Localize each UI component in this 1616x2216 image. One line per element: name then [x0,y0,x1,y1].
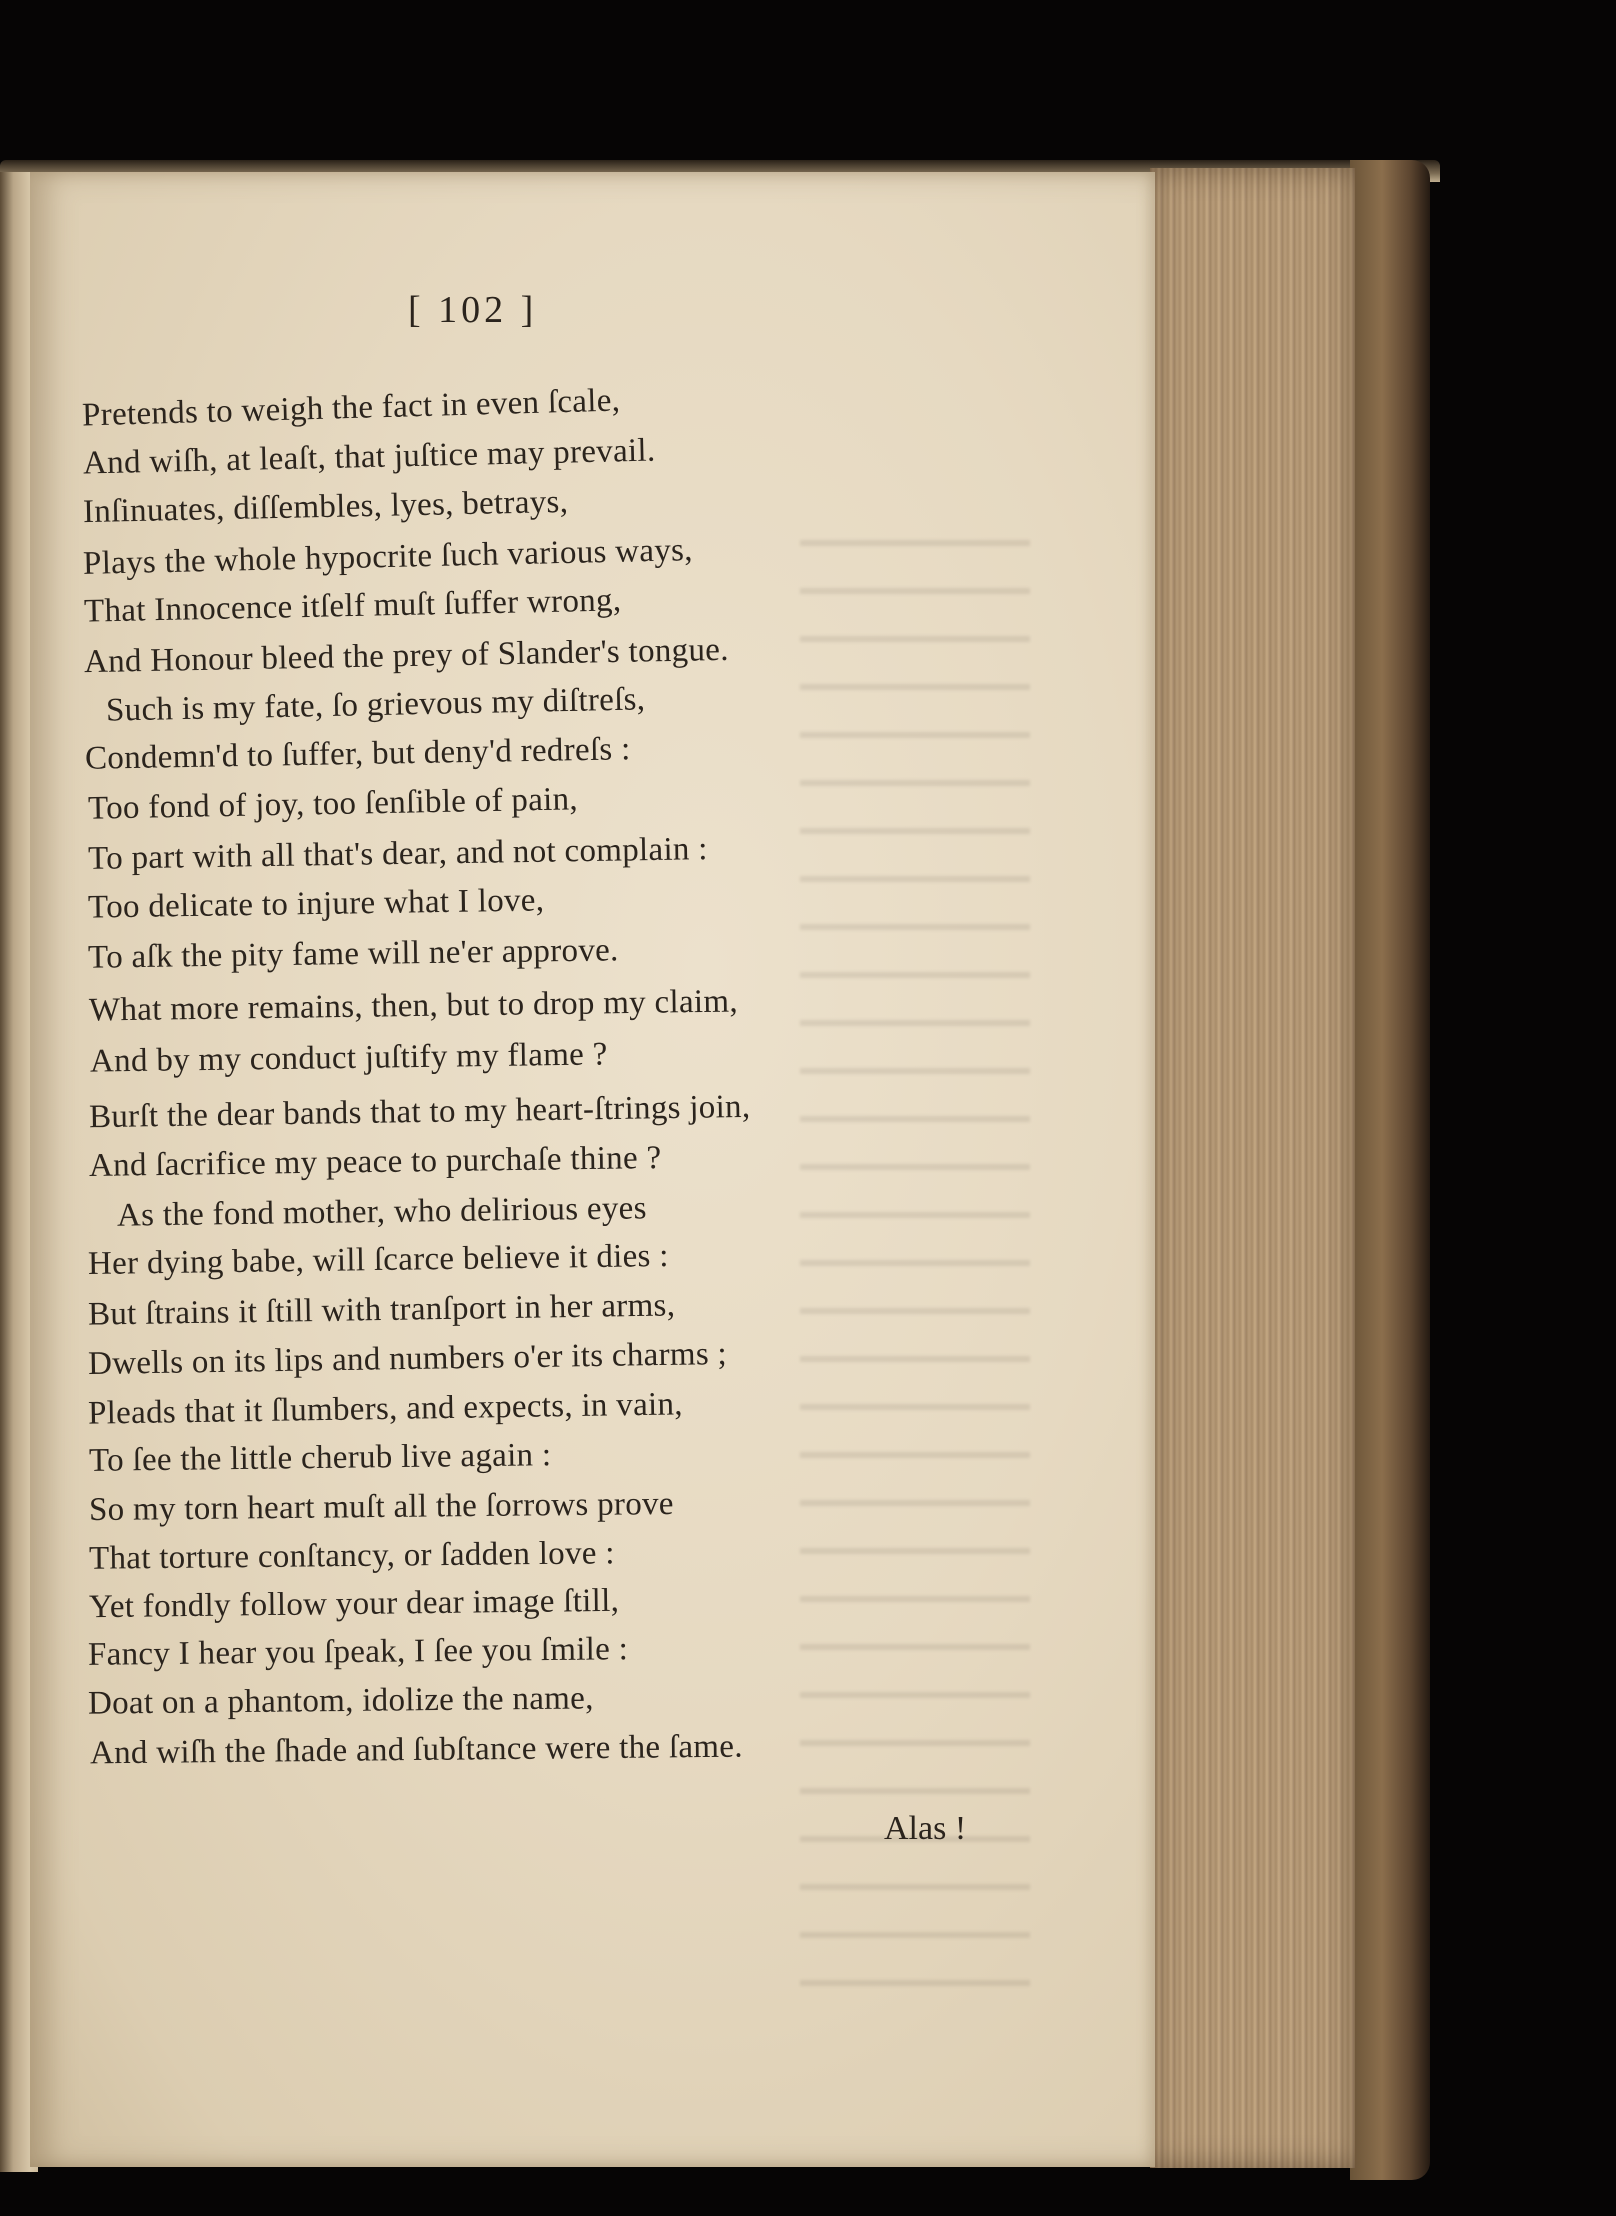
verse-line: That torture conſtancy, or ſadden love : [88,1535,615,1577]
verse-line: That Innocence itſelf muſt ſuffer wrong, [83,582,622,630]
catchword: Alas ! [884,1810,967,1847]
verse-line: And by my conduct juſtify my flame ? [89,1036,608,1080]
verse-line: Pleads that it ſlumbers, and expects, in vain, [87,1386,684,1432]
verse-line: And wiſh, at leaſt, that juſtice may prevail. [82,432,656,482]
verse-line: Fancy I hear you ſpeak, I ſee you ſmile : [87,1631,629,1673]
verse-line: Pretends to weigh the fact in even ſcale, [81,382,621,434]
verse-line: Yet fondly follow your dear image ſtill, [88,1582,620,1626]
verse-line: Her dying babe, will ſcarce believe it dies : [87,1237,669,1283]
page-number-header: [ 102 ] [408,289,538,331]
verse-line: And Honour bleed the prey of Slander's tongue. [83,631,730,681]
verse-line: Plays the whole hypocrite ſuch various ways, [82,532,694,582]
page-fore-edge [1150,168,1355,2168]
verse-line: Inſinuates, diſſembles, lyes, betrays, [82,483,569,531]
verse-line: Too fond of joy, too ſenſible of pain, [87,781,579,827]
verse-line: To ſee the little cherub live again : [88,1437,552,1479]
verse-line: Such is my fate, ſo grievous my diſtreſs, [105,681,646,729]
verse-line: And ſacrifice my peace to purchaſe thine ? [88,1140,662,1184]
verse-line: Dwells on its lips and numbers o'er its charms ; [87,1335,728,1383]
verse-line: What more remains, then, but to drop my claim, [88,983,739,1029]
verse-line: To aſk the pity fame will ne'er approve. [87,932,619,976]
verse-line: As the fond mother, who delirious eyes [116,1190,647,1234]
verse-line: But ſtrains it ſtill with tranſport in her arms, [87,1287,676,1333]
show-through-text [800,512,1030,2012]
verse-line: Burſt the dear bands that to my heart-ſtrings join, [88,1088,751,1136]
verse-line: Too delicate to injure what I love, [87,882,545,926]
verse-line: To part with all that's dear, and not complain : [87,831,708,877]
verse-line: Condemn'd to ſuffer, but deny'd redreſs : [84,731,631,777]
book-cover-edge [1350,160,1430,2180]
verse-line: Doat on a phantom, idolize the name, [87,1680,594,1722]
verse-line: And wiſh the ſhade and ſubſtance were the ſame. [89,1728,743,1772]
verse-line: So my torn heart muſt all the ſorrows prove [88,1485,674,1529]
